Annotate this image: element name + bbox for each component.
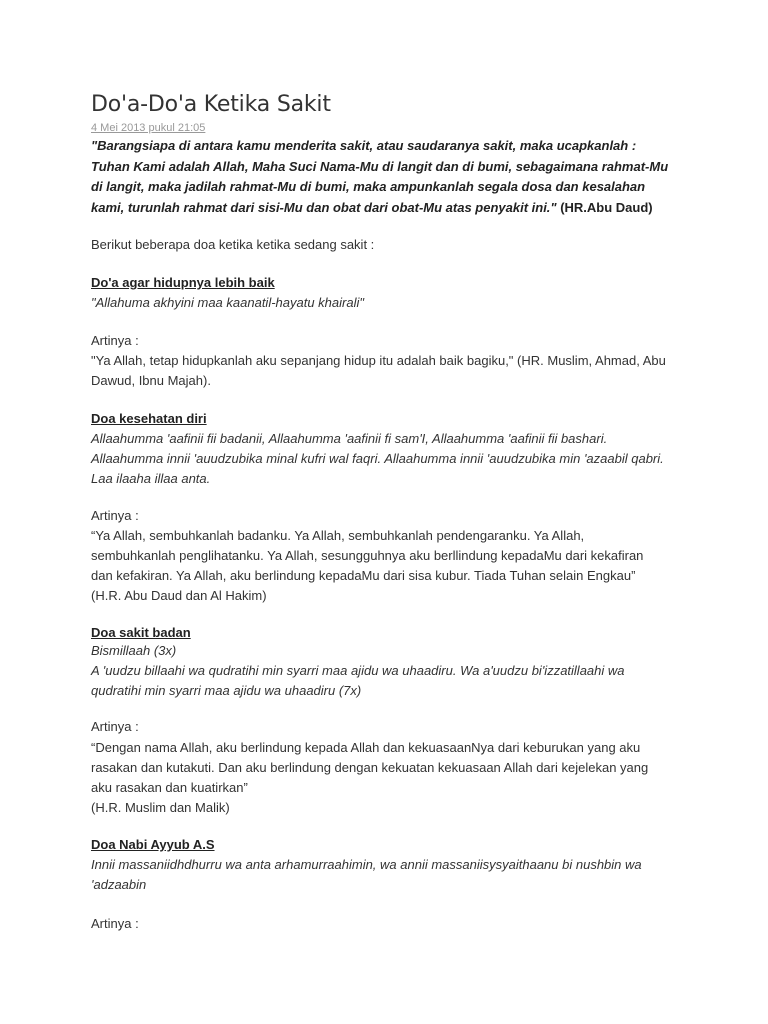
intro-quote-line: Tuhan Kami adalah Allah, Maha Suci Nama-Mu di langit dan di bumi, sebagaimana rahmat-Mu bbox=[91, 158, 669, 174]
prayer-line: Innii massaniidhdhurru wa anta arhamurraahimin, wa annii massaniisysyaithaanu bi nushbin wa bbox=[91, 857, 642, 872]
meaning-line: “Ya Allah, sembuhkanlah badanku. Ya Allah, sembuhkanlah pendengaranku. Ya Allah, bbox=[91, 528, 585, 543]
prayer-text bbox=[91, 641, 691, 701]
meaning-line: Dawud, Ibnu Majah). bbox=[91, 373, 211, 388]
meaning-line: rasakan dan kutakuti. Dan aku berlindung dengan kekuatan kekuasaan Allah dari kejelekan yang bbox=[91, 760, 649, 775]
section-heading-nabi-ayyub: Doa Nabi Ayyub A.S bbox=[91, 837, 215, 852]
intro-quote-line: "Barangsiapa di antara kamu menderita sakit, atau saudaranya sakit, maka ucapkanlah : bbox=[91, 138, 637, 153]
meaning-text bbox=[91, 526, 691, 606]
meaning-line: (H.R. Abu Daud dan Al Hakim) bbox=[91, 588, 267, 603]
prayer-line: Allaahumma 'aafinii fii badanii, Allaahumma 'aafinii fi sam'I, Allaahumma 'aafinii fii bashari. bbox=[91, 431, 608, 446]
prayer-line: "Allahuma akhyini maa kaanatil-hayatu khairali" bbox=[91, 295, 364, 310]
prayer-line: Allaahumma innii 'auudzubika minal kufri wal faqri. Allaahumma innii 'auudzubika min 'azaabil qabri. bbox=[91, 451, 664, 466]
intro-quote-line bbox=[91, 198, 691, 219]
prayer-line: A 'uudzu billaahi wa qudratihi min syarri maa ajidu wa uhaadiru. Wa a'uudzu bi'izzatillaahi wa bbox=[91, 663, 625, 678]
meaning-text bbox=[91, 738, 691, 818]
meaning-line: dan kefakiran. Ya Allah, aku berlindung kepadaMu dari sisa kubur. Tiada Tuhan selain Engkau” bbox=[91, 568, 636, 583]
meaning-label: Artinya : bbox=[91, 333, 139, 348]
meaning-label: Artinya : bbox=[91, 916, 139, 931]
prayer-text bbox=[91, 293, 691, 313]
intro-quote bbox=[91, 136, 691, 218]
meaning-label: Artinya : bbox=[91, 508, 139, 523]
intro-source: (HR.Abu Daud) bbox=[556, 199, 653, 215]
prayer-text bbox=[91, 855, 691, 895]
intro-quote-line-text: kami, turunlah rahmat dari sisi-Mu dan obat dari obat-Mu atas penyakit ini." bbox=[91, 199, 557, 215]
section-heading-hidup-lebih-baik: Do'a agar hidupnya lebih baik bbox=[91, 275, 275, 290]
prayer-line: qudratihi min syarri maa ajidu wa uhaadiru (7x) bbox=[91, 683, 362, 698]
meaning-line: aku rasakan dan kuatirkan” bbox=[91, 780, 248, 795]
meaning-line: “Dengan nama Allah, aku berlindung kepada Allah dan kekuasaanNya dari keburukan yang aku bbox=[91, 740, 641, 755]
prayer-line: 'adzaabin bbox=[91, 877, 147, 892]
intro-quote-line: di langit, maka jadilah rahmat-Mu di bumi, maka ampunkanlah segala dosa dan kesalahan bbox=[91, 179, 646, 194]
prayer-text bbox=[91, 429, 691, 489]
meaning-line: "Ya Allah, tetap hidupkanlah aku sepanjang hidup itu adalah baik bagiku," (HR. Muslim, Ahmad, Abu bbox=[91, 353, 666, 368]
intro-hadith bbox=[91, 136, 691, 218]
prayer-line: Bismillaah (3x) bbox=[91, 643, 177, 658]
post-date-link[interactable]: 4 Mei 2013 pukul 21:05 bbox=[91, 122, 206, 134]
meaning-line: sembuhkanlah penglihatanku. Ya Allah, sesungguhnya aku berllindung kepadaMu dari kekafiran bbox=[91, 548, 644, 563]
meaning-label: Artinya : bbox=[91, 719, 139, 734]
lead-text: Berikut beberapa doa ketika ketika sedang sakit : bbox=[91, 237, 375, 252]
page-title: Do'a-Do'a Ketika Sakit bbox=[91, 92, 331, 117]
meaning-text bbox=[91, 351, 691, 391]
section-heading-sakit-badan: Doa sakit badan bbox=[91, 625, 191, 640]
section-heading-kesehatan-diri: Doa kesehatan diri bbox=[91, 411, 207, 426]
prayer-line: Laa ilaaha illaa anta. bbox=[91, 471, 211, 486]
meaning-line: (H.R. Muslim dan Malik) bbox=[91, 800, 230, 815]
